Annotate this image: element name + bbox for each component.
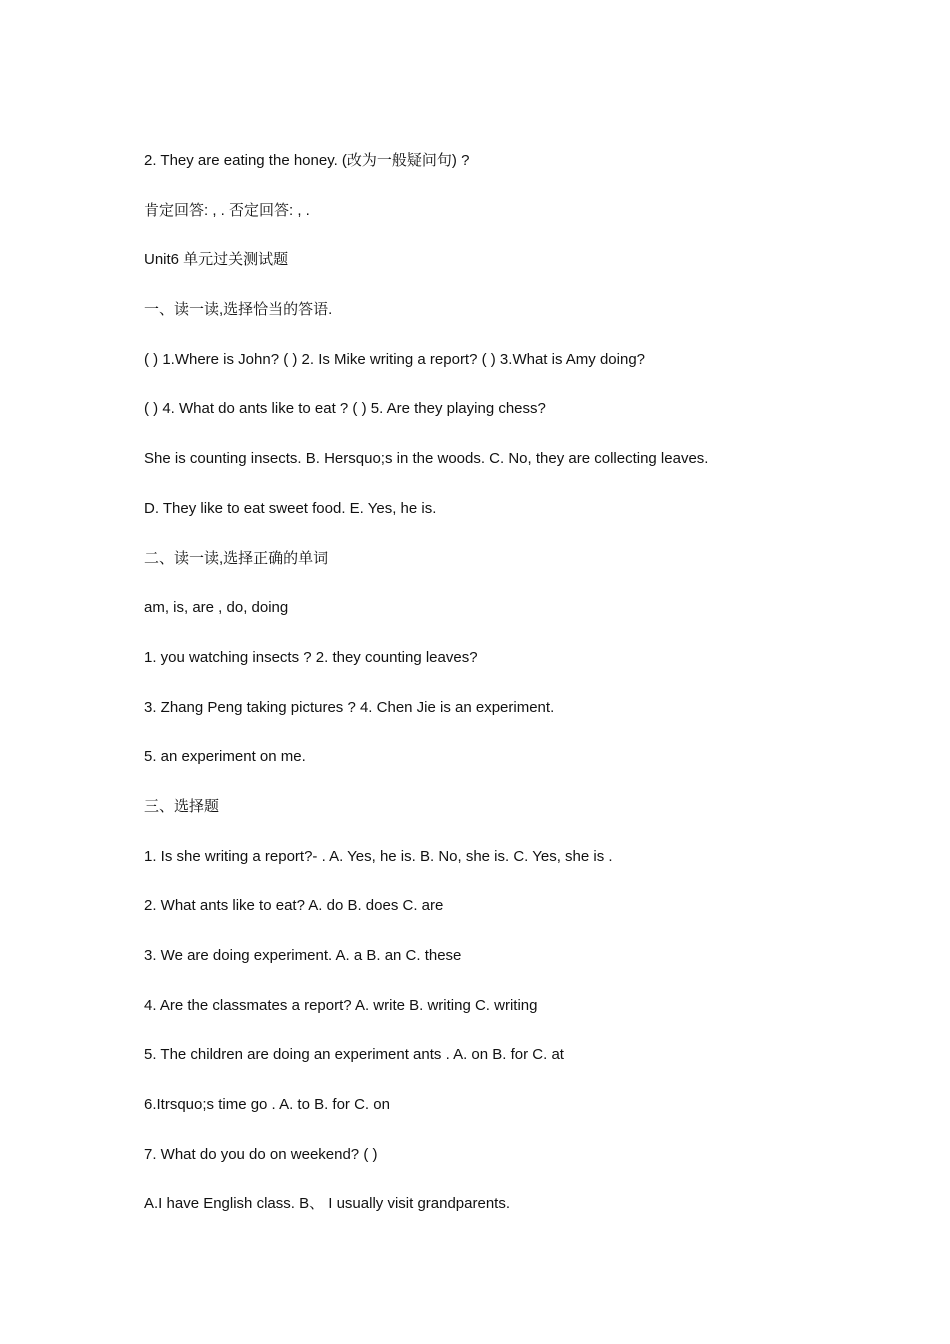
section-one-options-a-c: She is counting insects. B. Hersquo;s in the woods. C. No, they are collecting leaves. [144, 450, 709, 468]
multiple-choice-item-1: 1. Is she writing a report?- . A. Yes, he is. B. No, she is. C. Yes, she is . [144, 847, 613, 865]
multiple-choice-item-7-options: A.I have English class. B、 I usually visit grandparents. [144, 1195, 511, 1213]
multiple-choice-item-4: 4. Are the classmates a report? A. write B. writing C. writing [144, 996, 538, 1014]
section-one-options-d-e: D. They like to eat sweet food. E. Yes, he is. [144, 499, 437, 517]
multiple-choice-item-5: 5. The children are doing an experiment ants . A. on B. for C. at [144, 1046, 564, 1064]
section-one-questions-4-5: ( ) 4. What do ants like to eat ? ( ) 5. Are they playing chess? [144, 400, 546, 418]
multiple-choice-item-2: 2. What ants like to eat? A. do B. does C. are [144, 897, 444, 915]
word-bank: am, is, are , do, doing [144, 599, 289, 617]
section-two-items-1-2: 1. you watching insects ? 2. they counting leaves? [144, 648, 478, 666]
section-one-questions-1-3: ( ) 1.Where is John? ( ) 2. Is Mike writing a report? ( ) 3.What is Amy doing? [144, 350, 646, 368]
answer-prompt-line: 肯定回答: , . 否定回答: , . [144, 201, 310, 219]
multiple-choice-item-7: 7. What do you do on weekend? ( ) [144, 1145, 378, 1163]
rewrite-question-line: 2. They are eating the honey. (改为一般疑问句) ? [144, 152, 470, 169]
document-body [144, 148, 864, 1241]
section-two-heading: 二、读一读,选择正确的单词 [144, 549, 329, 567]
section-one-heading: 一、读一读,选择恰当的答语. [144, 301, 333, 319]
section-two-item-5: 5. an experiment on me. [144, 748, 306, 766]
section-two-items-3-4: 3. Zhang Peng taking pictures ? 4. Chen Jie is an experiment. [144, 698, 555, 716]
multiple-choice-item-3: 3. We are doing experiment. A. a B. an C. these [144, 947, 462, 964]
unit-test-title: Unit6 单元过关测试题 [144, 251, 289, 269]
section-three-heading: 三、选择题 [144, 797, 220, 815]
multiple-choice-item-6: 6.Itrsquo;s time go . A. to B. for C. on [144, 1096, 390, 1114]
